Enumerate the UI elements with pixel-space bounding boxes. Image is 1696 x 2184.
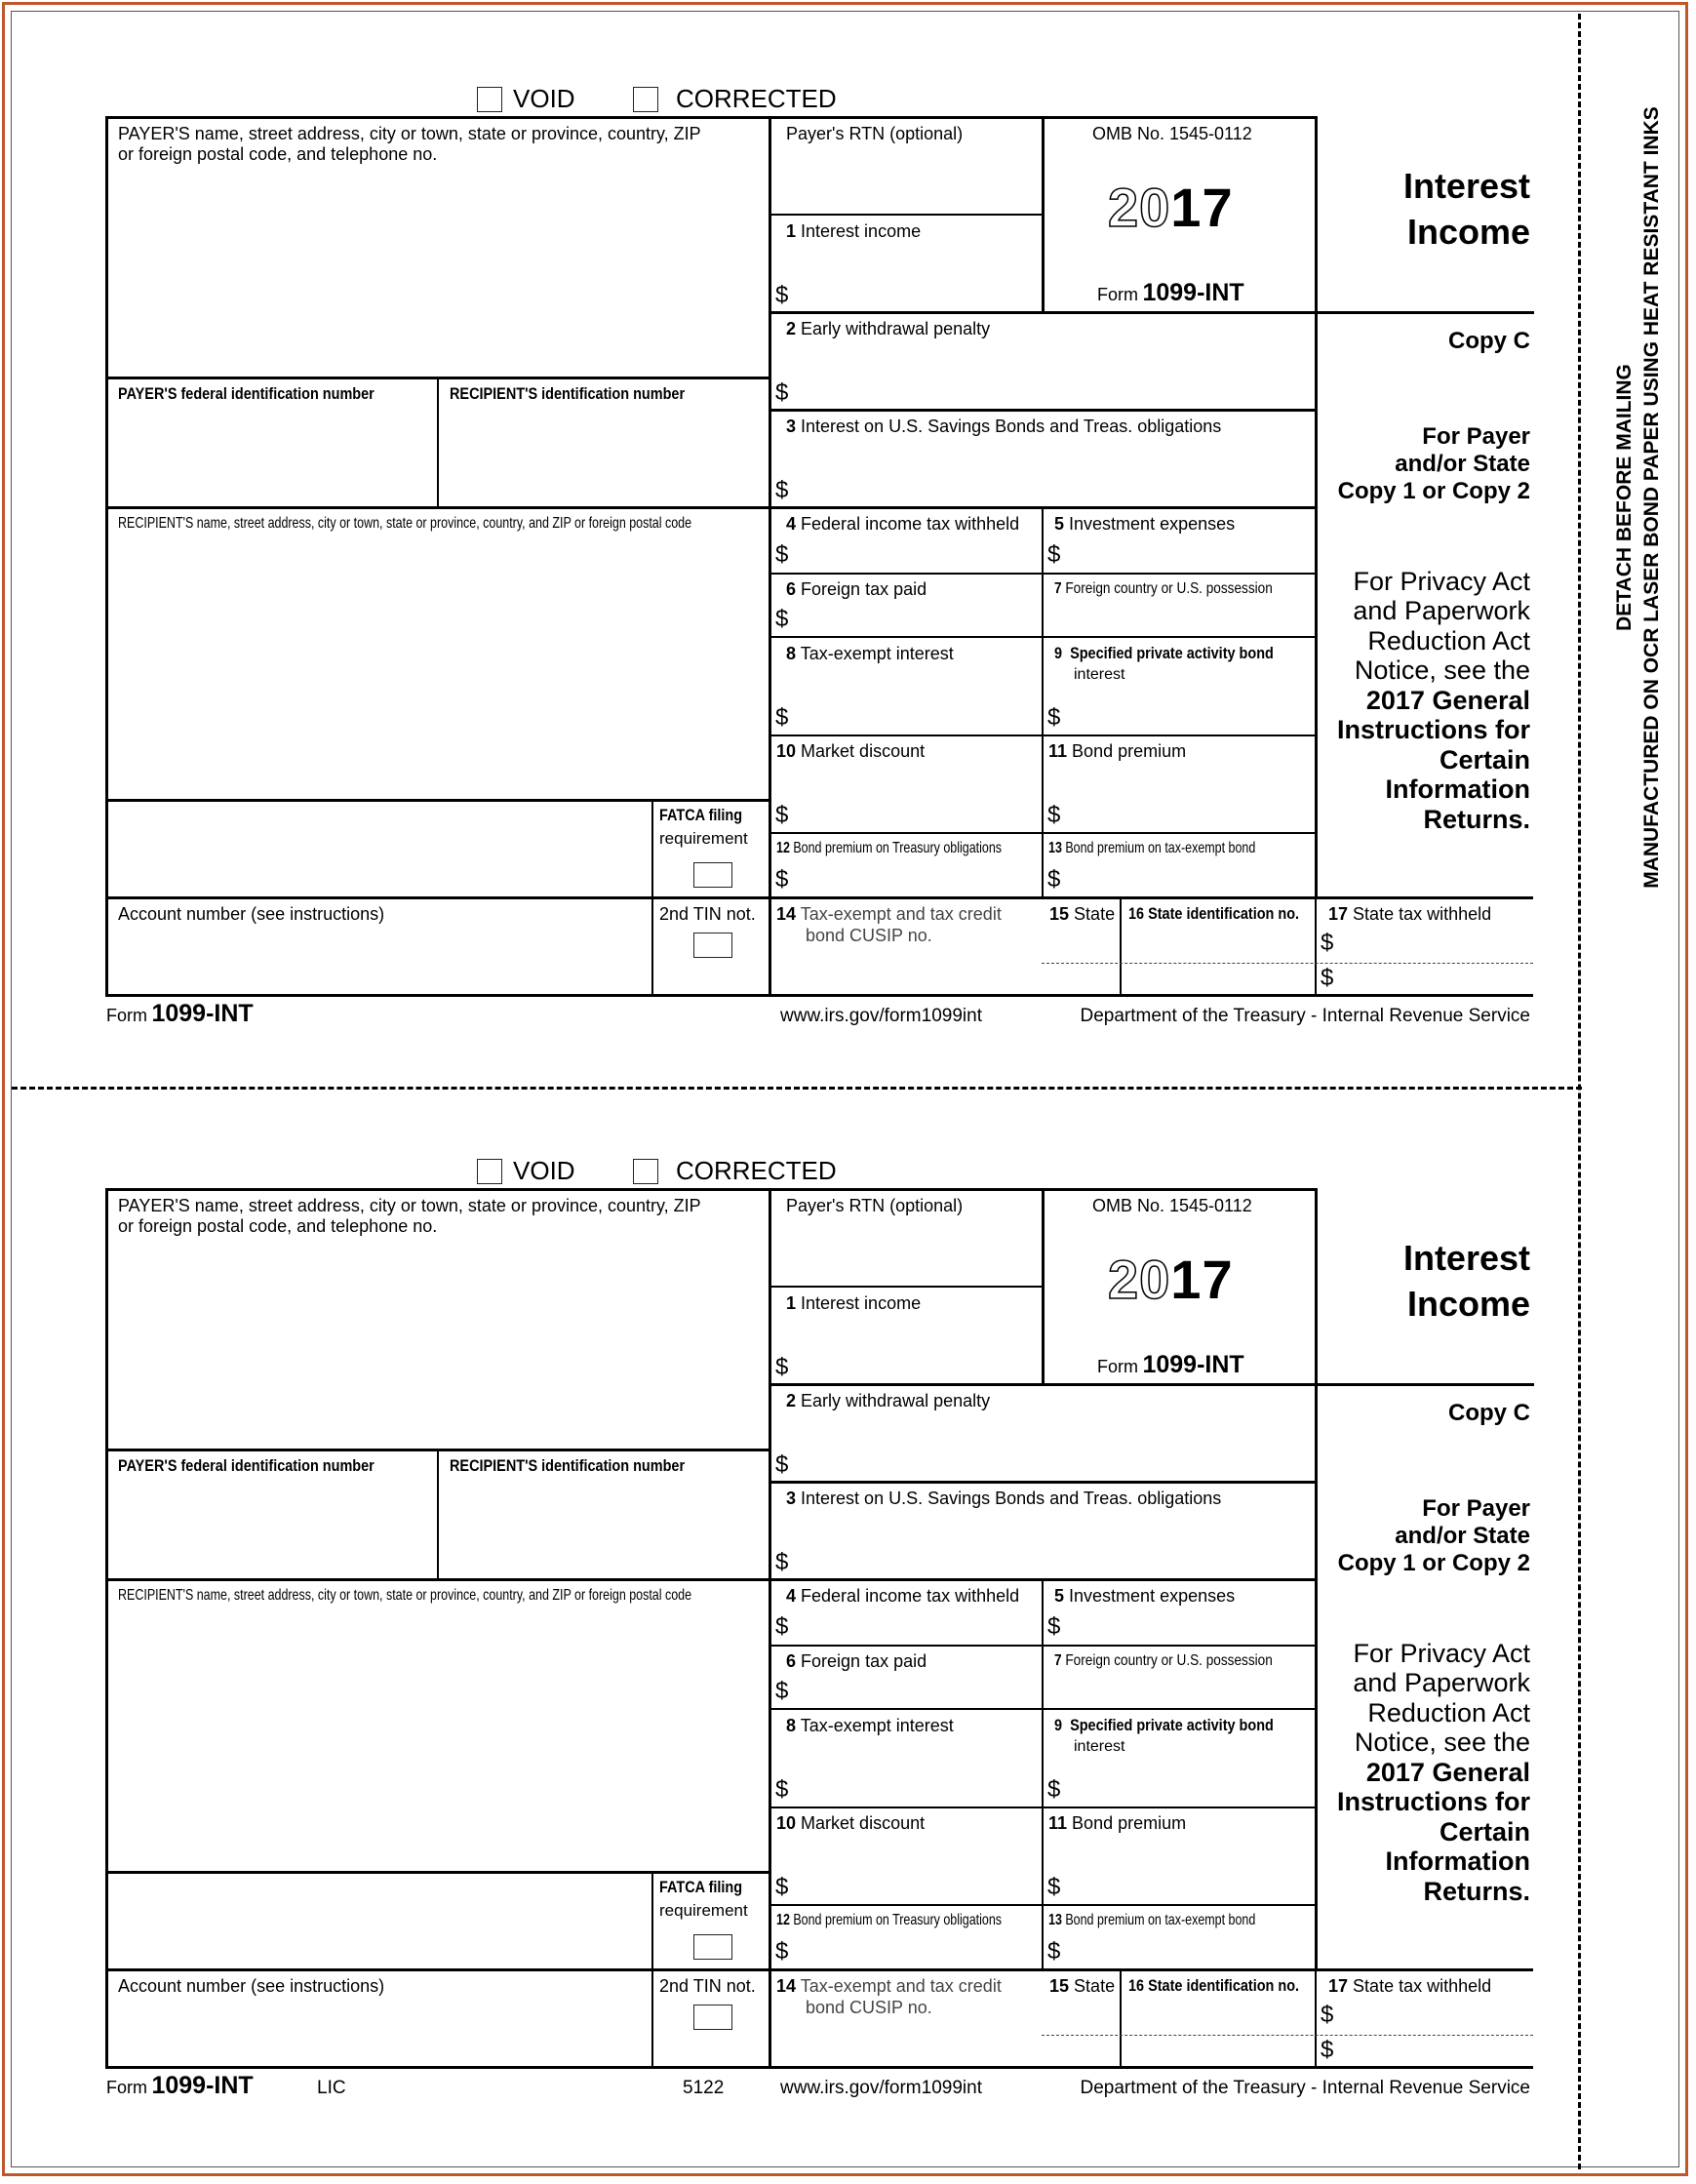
- privacy-bold-5: Returns.: [1423, 805, 1530, 834]
- box-3-label: 3 Interest on U.S. Savings Bonds and Treas. obligations: [786, 1489, 1222, 1508]
- privacy-bold-5: Returns.: [1423, 1877, 1530, 1906]
- box-2-dollar: $: [775, 379, 789, 406]
- privacy-bold-4: Information: [1385, 1846, 1530, 1876]
- box-4-dollar: $: [775, 541, 789, 568]
- recipient-id-label: RECIPIENT'S identification number: [450, 384, 686, 403]
- for-payer-2: and/or State: [1395, 1523, 1530, 1549]
- box-9-dollar: $: [1047, 704, 1061, 731]
- second-tin-label: 2nd TIN not.: [659, 1976, 756, 1996]
- box-6-label: 6 Foreign tax paid: [786, 1651, 927, 1671]
- box-17-dollar-1: $: [1321, 2002, 1334, 2028]
- box-2-label: 2 Early withdrawal penalty: [786, 319, 991, 338]
- manufactured-text: MANUFACTURED ON OCR LASER BOND PAPER USING HEAT RESISTANT INKS: [1640, 106, 1663, 889]
- privacy-bold-1: 2017 General: [1365, 686, 1530, 715]
- form-number-header: Form 1099-INT: [1097, 279, 1244, 306]
- box-9-label-2: interest: [1074, 666, 1125, 683]
- corrected-checkbox[interactable]: [633, 87, 658, 112]
- box-4-label: 4 Federal income tax withheld: [786, 514, 1020, 534]
- box-17-dollar-2: $: [1321, 2037, 1334, 2063]
- privacy-line-1: For Privacy Act: [1353, 567, 1530, 596]
- title-income: Income: [1406, 1284, 1530, 1324]
- corrected-label: CORRECTED: [676, 1156, 837, 1185]
- privacy-line-3: Reduction Act: [1367, 626, 1530, 655]
- privacy-line-2: and Paperwork: [1353, 1668, 1530, 1697]
- void-checkbox[interactable]: [477, 1159, 502, 1184]
- box-13-dollar: $: [1047, 866, 1061, 893]
- title-income: Income: [1406, 212, 1530, 252]
- account-number-label: Account number (see instructions): [118, 1976, 385, 1996]
- form-number-header: Form 1099-INT: [1097, 1351, 1244, 1378]
- privacy-bold-2: Instructions for: [1336, 1787, 1530, 1816]
- box-9-label: 9 Specified private activity bond: [1054, 644, 1274, 662]
- fatca-label: FATCA filing: [659, 806, 743, 824]
- second-tin-label: 2nd TIN not.: [659, 904, 756, 924]
- box-13-label: 13 Bond premium on tax-exempt bond: [1048, 840, 1256, 856]
- box-7-label: 7 Foreign country or U.S. possession: [1054, 1652, 1273, 1669]
- fatca-checkbox[interactable]: [693, 862, 732, 888]
- void-checkbox[interactable]: [477, 87, 502, 112]
- for-payer-3: Copy 1 or Copy 2: [1337, 1550, 1530, 1576]
- box-17-dollar-1: $: [1321, 930, 1334, 956]
- side-instructions: [1611, 106, 1666, 889]
- title-interest: Interest: [1402, 166, 1530, 206]
- box-12-label: 12 Bond premium on Treasury obligations: [776, 840, 1003, 856]
- box-10-dollar: $: [775, 802, 789, 828]
- box-9-label: 9 Specified private activity bond: [1054, 1716, 1274, 1734]
- tax-year: 2017: [1108, 177, 1234, 238]
- account-number-label: Account number (see instructions): [118, 904, 385, 924]
- box-6-dollar: $: [775, 606, 789, 632]
- box-12-dollar: $: [775, 1938, 789, 1965]
- payer-rtn-label: Payer's RTN (optional): [786, 124, 964, 143]
- box-16-label: 16 State identification no.: [1128, 1976, 1300, 1995]
- box-4-dollar: $: [775, 1613, 789, 1640]
- second-tin-checkbox[interactable]: [693, 933, 732, 958]
- payer-name-label-2: or foreign postal code, and telephone no.: [118, 1216, 438, 1236]
- box-17-dollar-2: $: [1321, 965, 1334, 991]
- box-14-label-2: bond CUSIP no.: [806, 1998, 932, 2017]
- detach-text: DETACH BEFORE MAILING: [1613, 364, 1636, 631]
- privacy-bold-4: Information: [1385, 774, 1530, 804]
- box-14-label: 14 Tax-exempt and tax credit: [776, 904, 1002, 924]
- box-16-label: 16 State identification no.: [1128, 904, 1300, 923]
- detach-line-horizontal: [12, 1087, 1582, 1090]
- for-payer-2: and/or State: [1395, 451, 1530, 477]
- privacy-bold-1: 2017 General: [1365, 1758, 1530, 1787]
- privacy-line-4: Notice, see the: [1354, 655, 1530, 685]
- payer-fed-id-label: PAYER'S federal identification number: [118, 1456, 375, 1475]
- box-1-label: 1 Interest income: [786, 221, 922, 241]
- irs-url: www.irs.gov/form1099int: [780, 1006, 982, 1026]
- fatca-label-2: requirement: [659, 829, 748, 848]
- box-10-label: 10 Market discount: [776, 1813, 926, 1833]
- payer-name-label: PAYER'S name, street address, city or town, state or province, country, ZIP: [118, 1196, 701, 1215]
- box-14-label-2: bond CUSIP no.: [806, 926, 932, 945]
- box-5-label: 5 Investment expenses: [1054, 514, 1236, 534]
- box-11-dollar: $: [1047, 802, 1061, 828]
- box-17-label: 17 State tax withheld: [1328, 1976, 1492, 1996]
- box-3-label: 3 Interest on U.S. Savings Bonds and Treas. obligations: [786, 417, 1222, 436]
- detach-line-vertical: [1578, 14, 1581, 2169]
- box-7-label: 7 Foreign country or U.S. possession: [1054, 580, 1273, 597]
- box-13-label: 13 Bond premium on tax-exempt bond: [1048, 1912, 1256, 1928]
- box-1-dollar: $: [775, 282, 789, 308]
- fatca-checkbox[interactable]: [693, 1934, 732, 1960]
- corrected-checkbox[interactable]: [633, 1159, 658, 1184]
- privacy-bold-3: Certain: [1439, 1817, 1530, 1846]
- box-1-label: 1 Interest income: [786, 1293, 922, 1313]
- form-copy-bottom: [0, 1072, 1696, 2145]
- payer-name-label: PAYER'S name, street address, city or town, state or province, country, ZIP: [118, 124, 701, 143]
- privacy-line-3: Reduction Act: [1367, 1698, 1530, 1727]
- box-11-label: 11 Bond premium: [1048, 1813, 1187, 1833]
- fatca-label: FATCA filing: [659, 1878, 743, 1896]
- title-interest: Interest: [1402, 1238, 1530, 1278]
- payer-name-label-2: or foreign postal code, and telephone no.: [118, 144, 438, 164]
- privacy-line-4: Notice, see the: [1354, 1727, 1530, 1757]
- privacy-bold-3: Certain: [1439, 745, 1530, 774]
- lic-text: LIC: [317, 2078, 346, 2098]
- box-9-label-2: interest: [1074, 1738, 1125, 1755]
- privacy-line-2: and Paperwork: [1353, 596, 1530, 625]
- box-2-label: 2 Early withdrawal penalty: [786, 1391, 991, 1410]
- box-3-dollar: $: [775, 477, 789, 503]
- for-payer-1: For Payer: [1422, 423, 1530, 450]
- box-3-dollar: $: [775, 1549, 789, 1575]
- second-tin-checkbox[interactable]: [693, 2005, 732, 2030]
- fatca-label-2: requirement: [659, 1901, 748, 1920]
- box-5-label: 5 Investment expenses: [1054, 1586, 1236, 1606]
- tax-year: 2017: [1108, 1249, 1234, 1310]
- privacy-line-1: For Privacy Act: [1353, 1639, 1530, 1668]
- box-12-label: 12 Bond premium on Treasury obligations: [776, 1912, 1003, 1928]
- box-5-dollar: $: [1047, 1613, 1061, 1640]
- box-9-dollar: $: [1047, 1776, 1061, 1803]
- form-code: 5122: [683, 2078, 725, 2098]
- for-payer-3: Copy 1 or Copy 2: [1337, 478, 1530, 504]
- box-6-label: 6 Foreign tax paid: [786, 579, 927, 599]
- box-6-dollar: $: [775, 1678, 789, 1704]
- form-copy-top: [0, 0, 1696, 1073]
- for-payer-1: For Payer: [1422, 1495, 1530, 1522]
- corrected-label: CORRECTED: [676, 84, 837, 113]
- box-1-dollar: $: [775, 1354, 789, 1380]
- payer-rtn-label: Payer's RTN (optional): [786, 1196, 964, 1215]
- void-label: VOID: [513, 84, 575, 113]
- box-8-label: 8 Tax-exempt interest: [786, 1716, 954, 1735]
- box-15-label: 15 State: [1049, 1976, 1116, 1996]
- box-17-label: 17 State tax withheld: [1328, 904, 1492, 924]
- box-4-label: 4 Federal income tax withheld: [786, 1586, 1020, 1606]
- omb-number: OMB No. 1545-0112: [1092, 1196, 1252, 1215]
- void-label: VOID: [513, 1156, 575, 1185]
- box-11-dollar: $: [1047, 1874, 1061, 1900]
- recipient-name-label: RECIPIENT'S name, street address, city or town, state or province, country, and ZIP or foreign postal code: [118, 1587, 692, 1604]
- department-text: Department of the Treasury - Internal Revenue Service: [1080, 2078, 1530, 2098]
- recipient-id-label: RECIPIENT'S identification number: [450, 1456, 686, 1475]
- box-15-label: 15 State: [1049, 904, 1116, 924]
- form-number-footer: Form 1099-INT: [106, 1000, 254, 1027]
- box-12-dollar: $: [775, 866, 789, 893]
- privacy-bold-2: Instructions for: [1336, 715, 1530, 744]
- box-8-label: 8 Tax-exempt interest: [786, 644, 954, 663]
- box-8-dollar: $: [775, 1776, 789, 1803]
- box-8-dollar: $: [775, 704, 789, 731]
- box-10-label: 10 Market discount: [776, 741, 926, 761]
- irs-url: www.irs.gov/form1099int: [780, 2078, 982, 2098]
- box-2-dollar: $: [775, 1451, 789, 1478]
- copy-label: Copy C: [1448, 328, 1530, 354]
- omb-number: OMB No. 1545-0112: [1092, 124, 1252, 143]
- box-13-dollar: $: [1047, 1938, 1061, 1965]
- box-5-dollar: $: [1047, 541, 1061, 568]
- department-text: Department of the Treasury - Internal Revenue Service: [1080, 1006, 1530, 1026]
- copy-label: Copy C: [1448, 1400, 1530, 1426]
- form-number-footer: Form 1099-INT: [106, 2072, 254, 2099]
- box-10-dollar: $: [775, 1874, 789, 1900]
- payer-fed-id-label: PAYER'S federal identification number: [118, 384, 375, 403]
- box-11-label: 11 Bond premium: [1048, 741, 1187, 761]
- box-14-label: 14 Tax-exempt and tax credit: [776, 1976, 1002, 1996]
- recipient-name-label: RECIPIENT'S name, street address, city or town, state or province, country, and ZIP or foreign postal code: [118, 515, 692, 532]
